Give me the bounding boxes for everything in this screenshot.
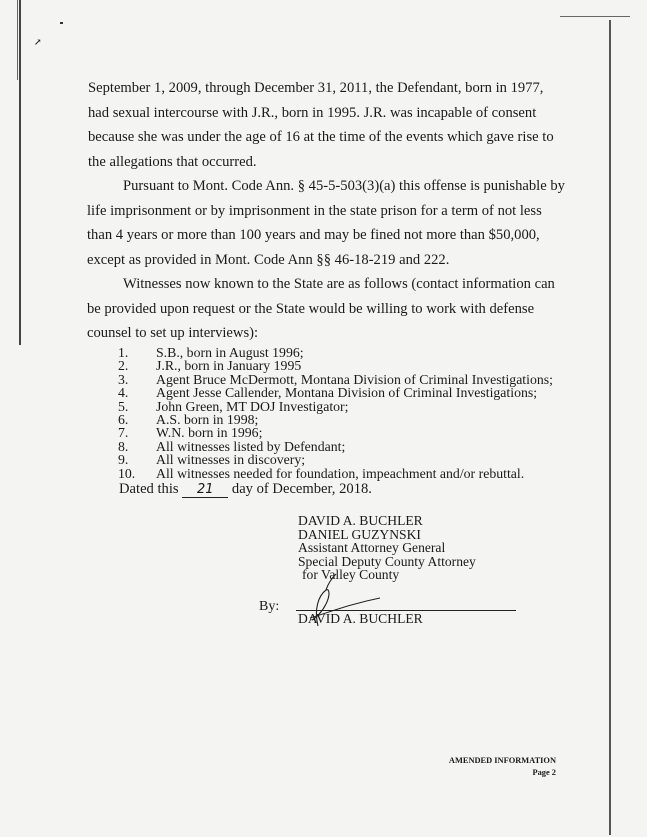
list-number: 6. [118, 412, 129, 428]
list-item [118, 413, 558, 426]
paragraph-offense-facts: September 1, 2009, through December 31, 2011, the Defendant, born in 1977, had sexual intercourse with J.R., born in 1995. J.R. was incapable of consent because she was under the age of 16 at the time of the events which gave rise to the allegations that occurred. [88, 80, 554, 170]
attorney-title-1: Assistant Attorney General [298, 540, 446, 556]
signer-name: DAVID A. BUCHLER [298, 611, 423, 626]
witness-text: All witnesses in discovery; [156, 452, 306, 468]
list-number: 2. [118, 358, 129, 374]
scan-mark: ↗ [34, 38, 42, 48]
witness-text: All witnesses needed for foundation, impeachment and/or rebuttal. [156, 465, 525, 481]
list-number: 3. [118, 371, 129, 387]
list-number: 8. [118, 438, 129, 454]
list-number: 7. [118, 425, 129, 441]
witness-text: S.B., born in August 1996; [156, 345, 304, 360]
attorney-title-3: for Valley County [302, 567, 400, 583]
dated-suffix: day of December, 2018. [231, 481, 372, 497]
list-item [118, 467, 558, 480]
list-item [118, 359, 558, 372]
list-number: 5. [118, 398, 129, 414]
list-item [118, 426, 558, 439]
attorney-name-1: DAVID A. BUCHLER [298, 513, 423, 528]
witness-text: J.R., born in January 1995 [156, 358, 302, 374]
paragraph-witnesses-intro: Witnesses now known to the State are as follows (contact information can be provided upon request or the State would be willing to work with defense counsel to set up interviews): [87, 276, 555, 342]
witness-text: Agent Jesse Callender, Montana Division of Criminal Investigations; [156, 385, 538, 401]
scan-edge-left-inner [17, 0, 18, 80]
footer-page-number: Page 2 [532, 768, 556, 777]
list-item [118, 386, 558, 399]
list-number: 1. [118, 345, 129, 360]
footer-doc-title: AMENDED INFORMATION [448, 756, 556, 765]
attorney-name-2: DANIEL GUZYNSKI [298, 526, 421, 542]
list-number: 10. [118, 465, 136, 481]
list-item [118, 440, 558, 453]
page-footer [449, 755, 556, 779]
witness-text: All witnesses listed by Defendant; [156, 438, 346, 454]
dated-line [119, 481, 372, 498]
paragraph-penalty: Pursuant to Mont. Code Ann. § 45-5-503(3)(a) this offense is punishable by life imprisonment or by imprisonment in the state prison for a term of not less than 4 years or more than 100 years and may be fined not more than $50,000, except as provided in Mont. Code Ann §§ 46-18-219 and 222. [87, 178, 565, 268]
dated-prefix: Dated this [119, 481, 179, 497]
attorney-title-2: Special Deputy County Attorney [298, 553, 476, 569]
scan-edge-left [19, 0, 21, 345]
list-number: 9. [118, 452, 129, 468]
list-item [118, 400, 558, 413]
list-item [118, 373, 558, 386]
witness-list [118, 346, 558, 480]
scan-speck [60, 22, 63, 24]
witness-text: W.N. born in 1996; [156, 425, 263, 441]
witness-text: Agent Bruce McDermott, Montana Division of Criminal Investigations; [156, 371, 553, 387]
scan-edge-top [560, 16, 630, 17]
witness-text: A.S. born in 1998; [156, 412, 259, 428]
list-number: 4. [118, 385, 129, 401]
list-item [118, 453, 558, 466]
witness-text: John Green, MT DOJ Investigator; [156, 398, 349, 414]
dated-day-handwritten: 21 [182, 483, 228, 498]
list-item [118, 346, 558, 359]
scan-edge-right [609, 20, 611, 835]
by-label: By: [259, 599, 280, 614]
